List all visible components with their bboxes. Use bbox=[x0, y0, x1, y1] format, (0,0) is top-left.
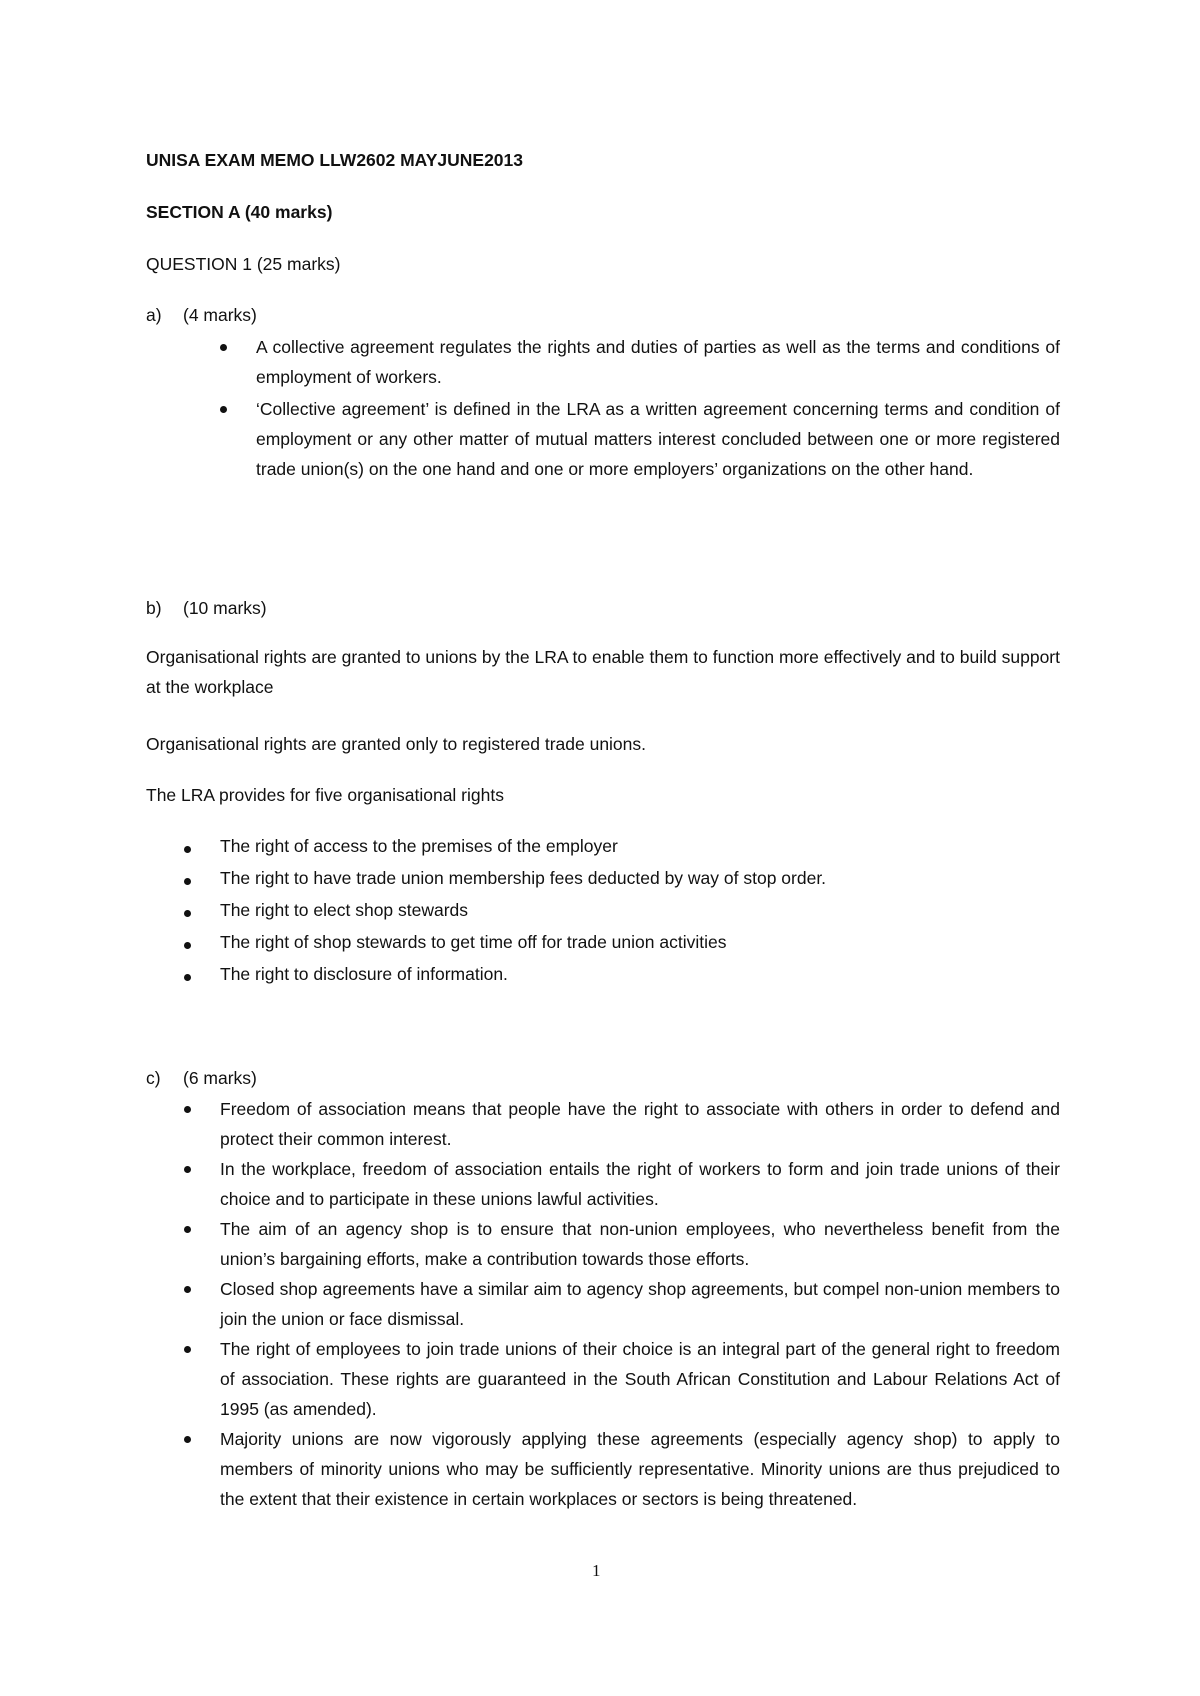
bullet-icon bbox=[184, 1436, 191, 1443]
part-a-bullet-2: ‘Collective agreement’ is defined in the LRA as a written agreement concerning terms and condition of employment or any other matter of mutual matters interest concluded between one or more registered trade union(s) on the one hand and one or more employers’ organizations on the other hand. bbox=[256, 399, 1060, 479]
part-b-bullet-3: The right to elect shop stewards bbox=[220, 900, 469, 920]
bullet-icon bbox=[220, 406, 227, 413]
part-c-bullet-6: Majority unions are now vigorously applying these agreements (especially agency shop) to apply to members of minority unions who may be sufficiently representative. Minority unions are thus prejudiced to the extent that their existence in certain workplaces or sectors is being threatened. bbox=[220, 1429, 1060, 1509]
document-title: UNISA EXAM MEMO LLW2602 MAYJUNE2013 bbox=[146, 150, 524, 170]
bullet-icon bbox=[184, 1166, 191, 1173]
part-b-bullet-5: The right to disclosure of information. bbox=[220, 964, 508, 984]
part-b-marks: (10 marks) bbox=[183, 598, 267, 618]
part-c-bullet-5: The right of employees to join trade unions of their choice is an integral part of the general right to freedom of association. These rights are guaranteed in the South African Constitution and Labour Relations Act of 1995 (as amended). bbox=[220, 1339, 1060, 1419]
bullet-icon bbox=[220, 344, 227, 351]
page-number: 1 bbox=[592, 1561, 601, 1580]
bullet-icon bbox=[184, 878, 191, 885]
part-c-marks: (6 marks) bbox=[183, 1068, 257, 1088]
part-a-marks: (4 marks) bbox=[183, 305, 257, 325]
part-c-bullet-4: Closed shop agreements have a similar aim to agency shop agreements, but compel non-union members to join the union or face dismissal. bbox=[220, 1279, 1060, 1329]
part-b-bullet-2: The right to have trade union membership fees deducted by way of stop order. bbox=[220, 868, 827, 888]
bullet-icon bbox=[184, 910, 191, 917]
part-a-bullet-1: A collective agreement regulates the rights and duties of parties as well as the terms and conditions of employment of workers. bbox=[256, 337, 1060, 387]
part-c-bullet-1: Freedom of association means that people have the right to associate with others in order to defend and protect their common interest. bbox=[220, 1099, 1060, 1149]
part-b-paragraph-2: Organisational rights are granted only to registered trade unions. bbox=[146, 734, 647, 754]
bullet-icon bbox=[184, 1226, 191, 1233]
part-b-paragraph-3: The LRA provides for five organisational rights bbox=[146, 785, 504, 805]
part-b-label: b) bbox=[146, 598, 162, 618]
part-b-bullet-1: The right of access to the premises of the employer bbox=[220, 836, 618, 856]
part-c-bullet-2: In the workplace, freedom of association entails the right of workers to form and join trade unions of their choice and to participate in these unions lawful activities. bbox=[220, 1159, 1060, 1209]
part-c-label: c) bbox=[146, 1068, 161, 1088]
part-b-bullet-4: The right of shop stewards to get time off for trade union activities bbox=[220, 932, 727, 952]
bullet-icon bbox=[184, 1106, 191, 1113]
section-heading: SECTION A (40 marks) bbox=[146, 202, 333, 222]
bullet-icon bbox=[184, 846, 191, 853]
part-c-bullet-3: The aim of an agency shop is to ensure that non-union employees, who nevertheless benefit from the union’s bargaining efforts, make a contribution towards those efforts. bbox=[220, 1219, 1060, 1269]
bullet-icon bbox=[184, 974, 191, 981]
bullet-icon bbox=[184, 1286, 191, 1293]
part-b-paragraph-1: Organisational rights are granted to unions by the LRA to enable them to function more effectively and to build support at the workplace bbox=[146, 647, 1060, 697]
part-a-label: a) bbox=[146, 305, 162, 325]
bullet-icon bbox=[184, 942, 191, 949]
bullet-icon bbox=[184, 1346, 191, 1353]
question-heading: QUESTION 1 (25 marks) bbox=[146, 254, 341, 274]
